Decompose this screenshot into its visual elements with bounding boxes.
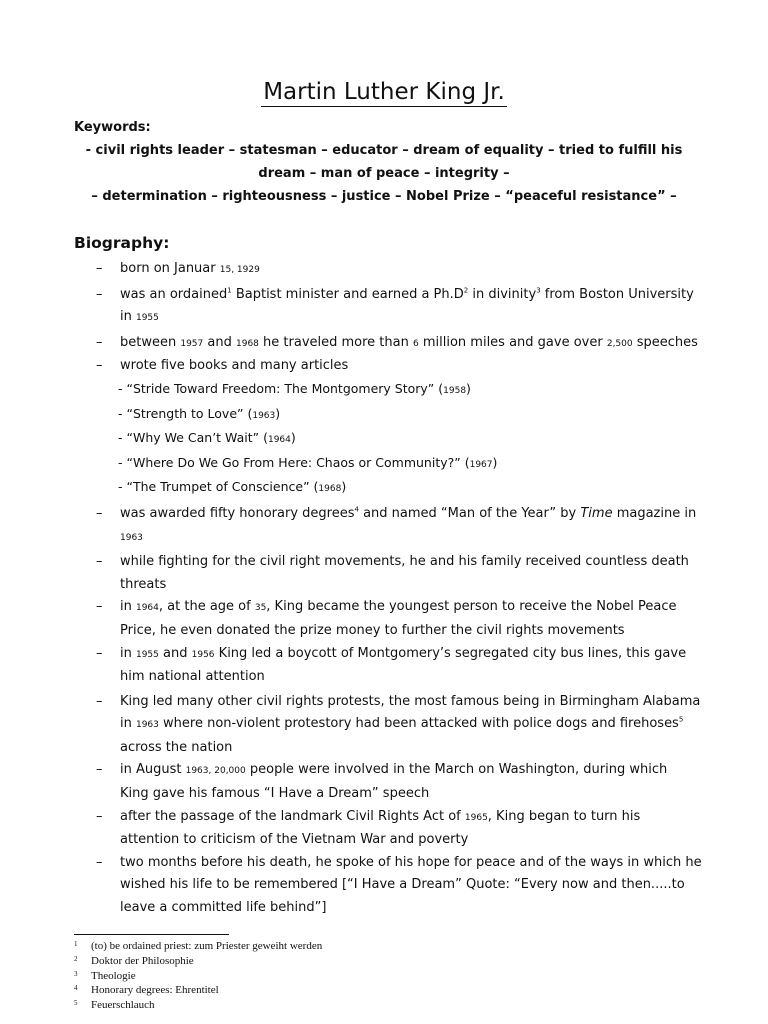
list-dash: – [96, 854, 103, 870]
footnote-1: 1 (to) be ordained priest: zum Priester geweiht werden [74, 940, 323, 952]
footnote-2: 2 Doktor der Philosophie [74, 954, 194, 967]
list-dash: – [96, 808, 103, 824]
list-item-vietnam: – after the passage of the landmark Civil Rights Act of 1965, King began to turn his attention to criticism of the Vietnam War and poverty [96, 806, 706, 852]
list-item-threats: – while fighting for the civil right movements, he and his family received countless death threats [96, 551, 706, 596]
list-item-ordained: – was an ordained$^1$ Baptist minister and earned a $Ph.D^2$ in divinity$^3$ from Boston University in 1955 [96, 284, 706, 330]
footnote-divider [74, 934, 229, 935]
list-dash: – [96, 645, 103, 661]
keywords-label: Keywords: [74, 120, 151, 135]
book-item: - “Stride Toward Freedom: The Montgomery Story” (1958) [118, 380, 471, 396]
footnote-3: 3 Theologie [74, 969, 136, 982]
list-item-traveled: – between 1957 and 1968 he traveled more than 6 million miles and gave over 2,500 speeches [96, 332, 706, 356]
keywords-line-3: – determination – righteousness – justice – Nobel Prize – “peaceful resistance” – [91, 189, 677, 204]
book-item: - “Why We Can’t Wait” (1964) [118, 430, 296, 446]
list-dash: – [96, 334, 103, 350]
footnotes [74, 939, 322, 1013]
footnote-ref: 5 [678, 715, 684, 724]
list-item-nobel: – in 1964, at the age of 35, King became the youngest person to receive the Nobel Peace Price, he even donated the prize money to further the civil rights movements [96, 596, 706, 642]
list-dash: – [96, 693, 103, 709]
keywords-line-1: - civil rights leader – statesman – educator – dream of equality – tried to fulfill his [85, 143, 683, 158]
keywords-line-2: dream – man of peace – integrity – [258, 166, 510, 181]
footnote-ref: 3 [536, 286, 541, 295]
list-item-boycott: – in 1955 and 1956 King led a boycott of Montgomery’s segregated city bus lines, this gave him national attention [96, 643, 706, 689]
list-dash: – [96, 358, 103, 374]
footnote-4: 4 Honorary degrees: Ehrentitel [74, 984, 219, 997]
list-item-death: – two months before his death, he spoke of his hope for peace and of the ways in which he wished his life to be remembered [“I Have a Dream” Quote: “Every now and then.....to leave a committed life behind”] [96, 852, 706, 920]
list-dash: – [96, 286, 103, 302]
footnote-ref: 1 [227, 286, 232, 295]
biography-label: Biography: [74, 234, 170, 252]
list-dash: – [96, 505, 103, 521]
footnote-5: 5 Feuerschlauch [74, 999, 155, 1012]
book-item: - “Where Do We Go From Here: Chaos or Community?” (1967) [118, 454, 498, 470]
book-item: - “The Trumpet of Conscience” (1968) [118, 479, 347, 495]
list-dash: – [96, 762, 103, 778]
list-dash: – [96, 261, 103, 276]
list-dash: – [96, 554, 103, 570]
list-item-born: – born on Januar 15, 1929 [96, 258, 706, 282]
footnote-ref: 2 [463, 286, 469, 295]
page-title: Martin Luther King Jr. [263, 79, 505, 105]
list-item-protests: – King led many other civil rights protests, the most famous being in Birmingham Alabama in 1963 where non-violent protestory had been attacked with police dogs and firehoses$^5$ across the nation [96, 691, 706, 760]
footnote-ref: 4 [354, 505, 359, 514]
list-item-awarded: – was awarded fifty honorary degrees$^4$ and named “Man of the Year” by Time magazine in 1963 [96, 503, 706, 549]
biography-list [96, 258, 706, 920]
list-item-march: – in August 1963, 20,000 people were involved in the March on Washington, during which King gave his famous “I Have a Dream” speech [96, 759, 706, 805]
list-item-books: – wrote five books and many articles [96, 355, 706, 378]
book-item: - “Strength to Love” (1963) [118, 405, 281, 421]
list-dash: – [96, 599, 103, 615]
